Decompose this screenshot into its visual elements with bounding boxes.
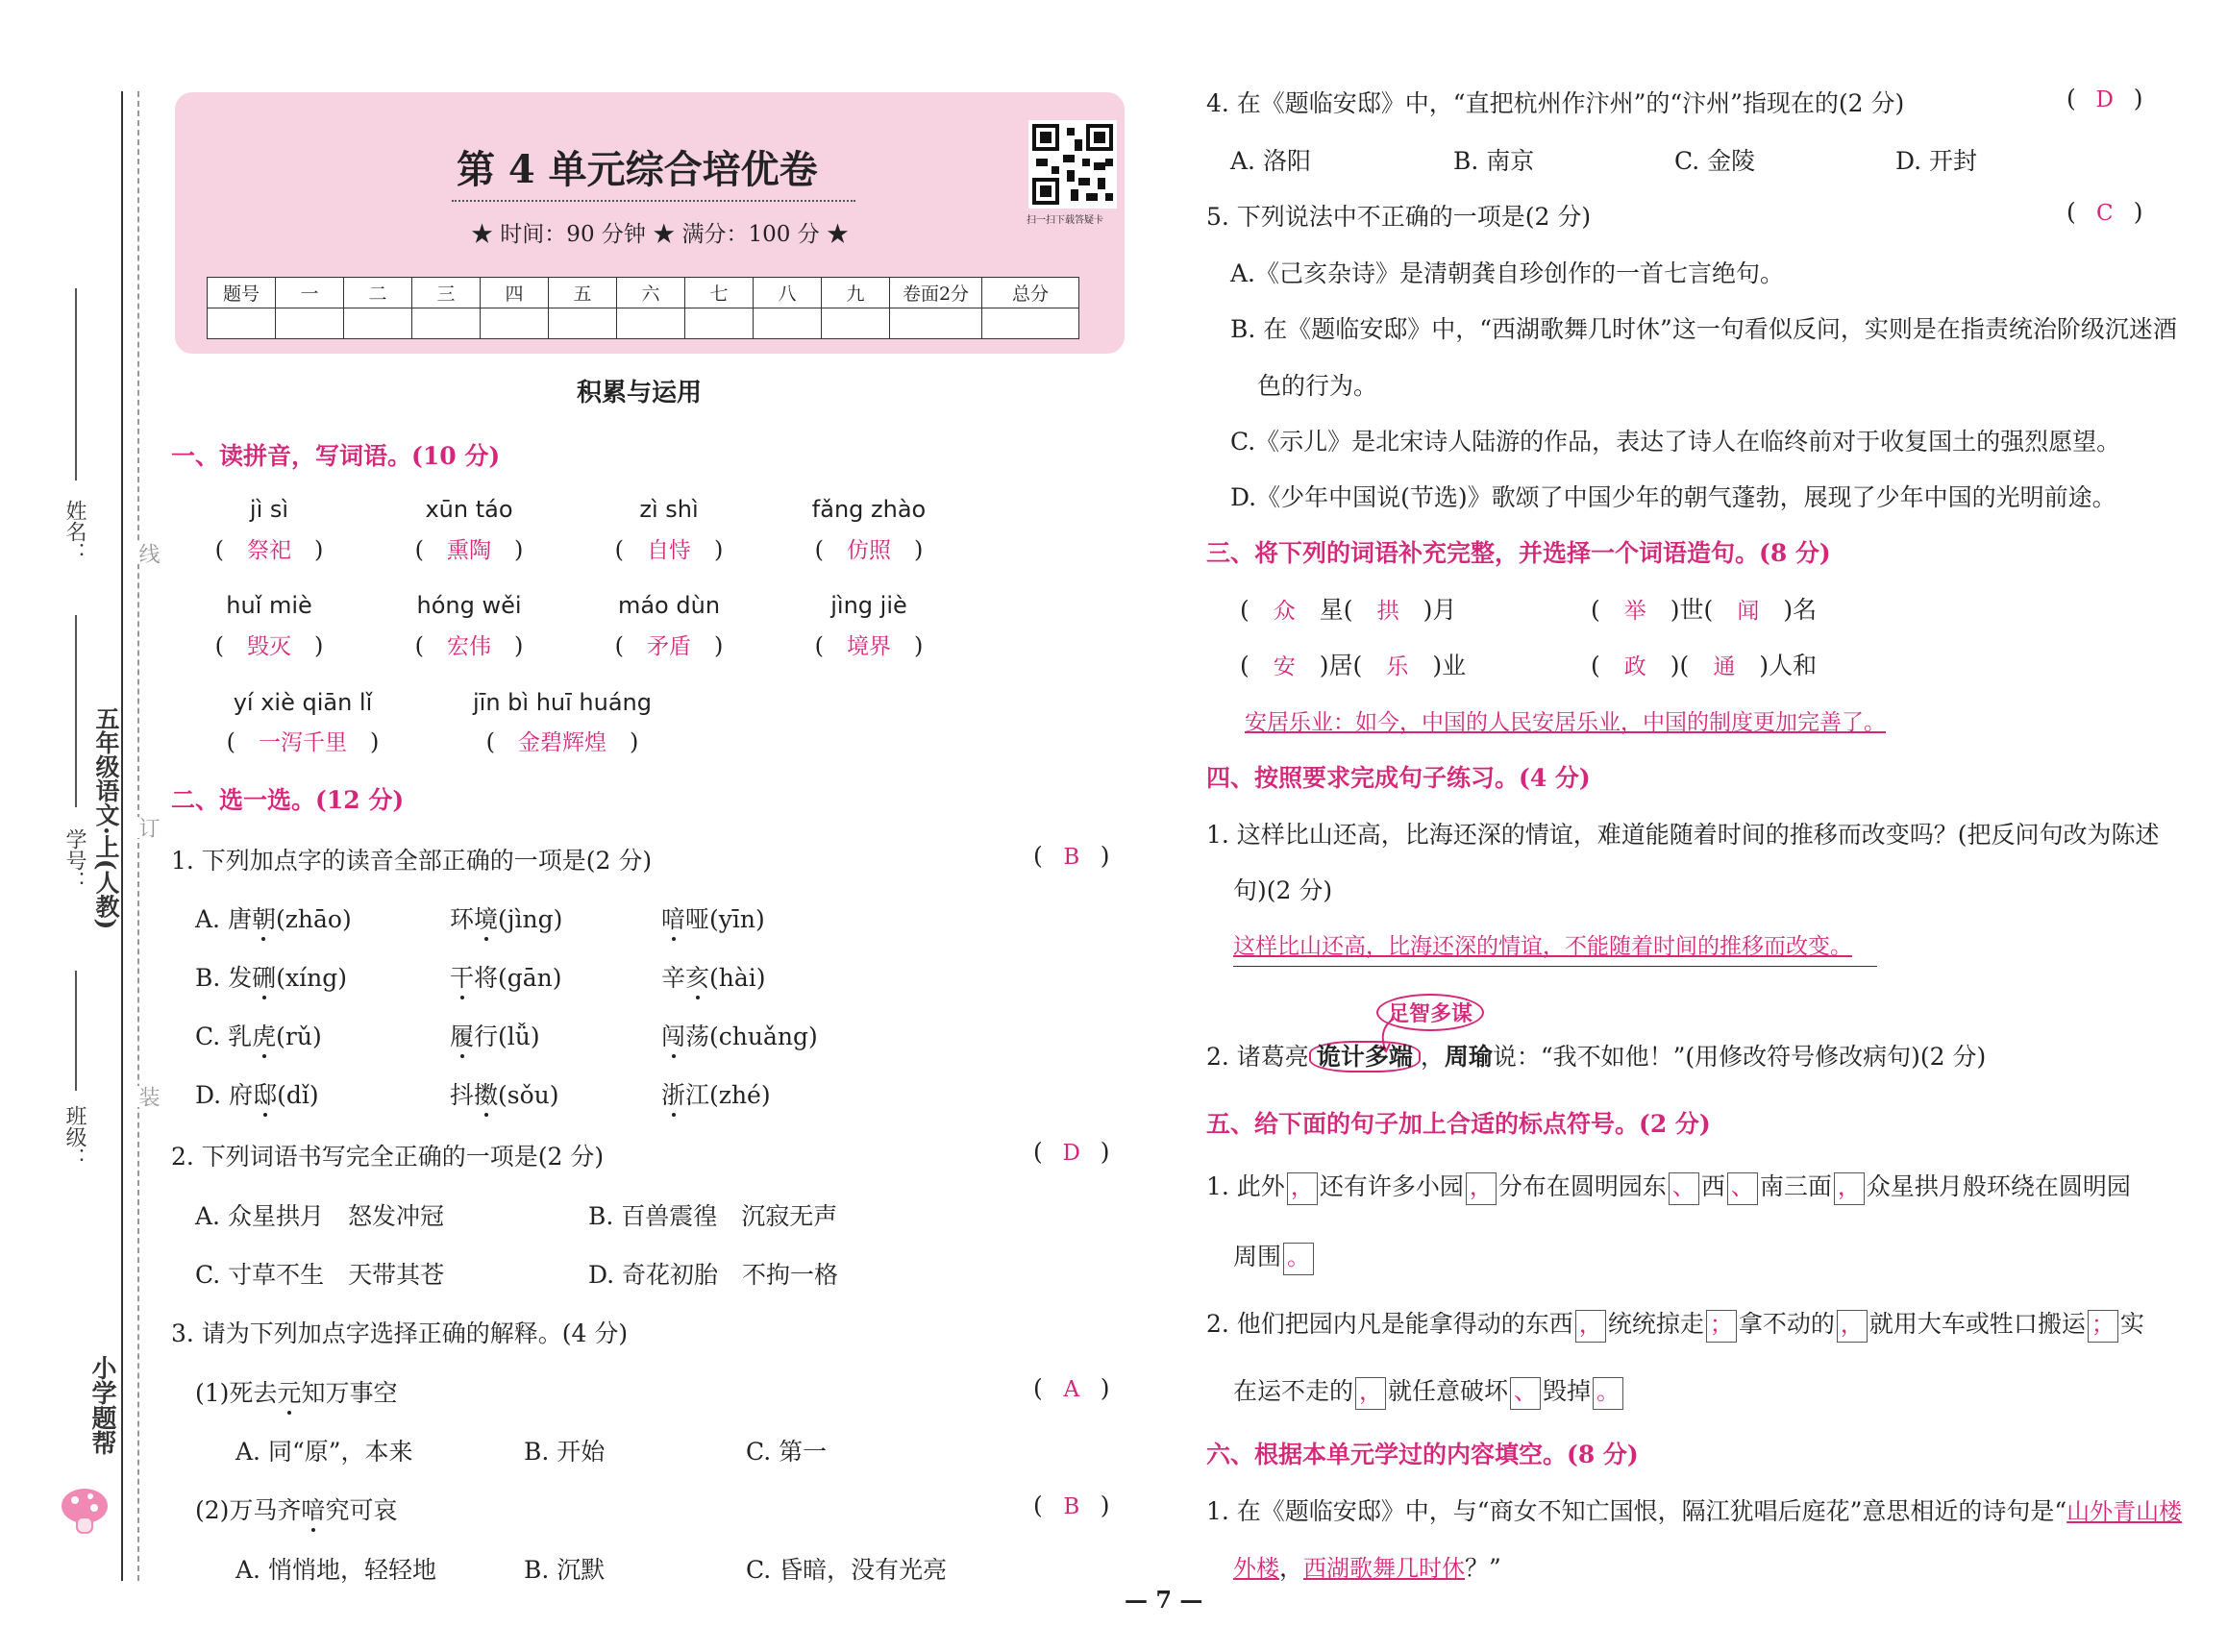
q2-1-stem: 1. 下列加点字的读音全部正确的一项是(2 分) — [171, 847, 653, 875]
punct-box[interactable]: ， — [1575, 1310, 1606, 1343]
pinyin: fǎng zhào — [811, 496, 927, 523]
option-text: 辛亥(hài) — [661, 959, 766, 994]
idiom-part: )世( — [1670, 596, 1714, 624]
pinyin: yí xiè qiān lǐ — [233, 689, 373, 716]
option-text: C. 金陵 — [1674, 147, 1756, 175]
text-part: 南三面 — [1759, 1172, 1832, 1200]
option-text: 闯荡(chuǎng) — [661, 1018, 818, 1052]
text-part: 分布在圆明园东 — [1497, 1172, 1667, 1200]
correction-word: 足智多谋 — [1376, 994, 1484, 1031]
answer-blank[interactable]: ( 祭祀 ) — [214, 536, 324, 563]
student-id-field-line[interactable] — [75, 615, 77, 807]
q4-1-stem-cont: 句)(2 分) — [1233, 876, 1333, 904]
answer-blank[interactable]: ( 自恃 ) — [614, 536, 724, 563]
idiom-part: )业 — [1432, 652, 1467, 679]
qr-caption: 扫一扫下载答疑卡 — [1027, 215, 1103, 226]
answer-blank[interactable]: ( 熏陶 ) — [414, 536, 524, 563]
answer-text: 一泻千里 — [259, 730, 347, 755]
idiom-part: 星( — [1319, 596, 1353, 624]
brand-logo: 小学题帮 — [87, 1355, 116, 1455]
idiom-part: )( — [1670, 652, 1690, 679]
answer-text: C — [2095, 201, 2114, 226]
option-text: D. 府邸(dǐ) — [195, 1076, 319, 1111]
answer-text: 境界 — [847, 634, 891, 659]
option-text: 环境(jìng) — [450, 900, 562, 935]
option-text: D. 开封 — [1895, 147, 1978, 175]
score-entry-cell[interactable] — [549, 308, 617, 339]
option-text: A. 唐朝(zhāo) — [195, 900, 352, 935]
q4-2-bold: 周瑜 — [1444, 1043, 1493, 1071]
answer-text: 金碧辉煌 — [518, 730, 606, 755]
grade-subject: 五年级语文·上(人教) — [92, 706, 120, 930]
punct-box[interactable]: ， — [1837, 1310, 1868, 1343]
score-header-cell: 六 — [617, 278, 685, 308]
answer-text: 安 — [1273, 654, 1296, 679]
q2-3-sub1-stem: (1)死去元知万事空 — [195, 1374, 397, 1409]
answer-text: 仿照 — [847, 538, 891, 563]
score-header-cell: 五 — [549, 278, 617, 308]
answer-paren[interactable]: ( D ) — [2066, 85, 2143, 112]
score-entry-cell[interactable] — [685, 308, 754, 339]
score-header-cell: 八 — [754, 278, 822, 308]
score-header-cell: 总分 — [982, 278, 1079, 308]
mushroom-icon — [60, 1485, 110, 1535]
answer-blank[interactable]: ( 金碧辉煌 ) — [485, 728, 639, 755]
answer-text: D — [1062, 1141, 1080, 1166]
fill-answer[interactable]: 山外青山楼 — [2066, 1498, 2183, 1525]
answer-paren[interactable]: ( B ) — [1033, 842, 1110, 870]
option-text: B. 沉默 — [524, 1556, 606, 1584]
punct-box[interactable]: ， — [1466, 1172, 1497, 1205]
q2-4-stem: 4. 在《题临安邸》中，“直把杭州作汴州”的“汴州”指现在的(2 分) — [1206, 89, 1905, 117]
answer-text: 通 — [1713, 654, 1736, 679]
score-entry-cell[interactable] — [344, 308, 412, 339]
answer-blank[interactable]: ( 仿照 ) — [814, 536, 924, 563]
answer-text: 众 — [1273, 599, 1296, 624]
answer-text: 宏伟 — [447, 634, 491, 659]
q4-2-stem — [1206, 1038, 1986, 1073]
text-part: 就任意破坏 — [1388, 1377, 1509, 1405]
score-header-cell: 卷面2分 — [890, 278, 982, 308]
score-table-entry-row — [208, 308, 1079, 339]
title-underline — [452, 200, 855, 202]
option-text: 干将(gān) — [450, 959, 562, 994]
text-part: 众星拱月般环绕在圆明园 — [1866, 1172, 2131, 1200]
q6-1-stem — [1206, 1492, 2182, 1527]
option-text: C. 乳虎(rǔ) — [195, 1018, 322, 1052]
pinyin: xūn táo — [425, 496, 513, 523]
option-text: C.《示儿》是北宋诗人陆游的作品，表达了诗人在临终前对于收复国土的强烈愿望。 — [1230, 428, 2121, 456]
answer-underline — [1233, 966, 1877, 967]
punct-box[interactable]: ； — [1706, 1310, 1737, 1343]
circled-word: 诡计多端 — [1309, 1041, 1421, 1073]
pinyin: jīn bì huī huáng — [473, 689, 652, 716]
answer-text: 毁灭 — [247, 634, 291, 659]
answer-text: 矛盾 — [647, 634, 691, 659]
page-number: — 7 — — [1125, 1586, 1203, 1614]
score-entry-cell[interactable] — [276, 308, 344, 339]
option-text: C. 第一 — [746, 1438, 828, 1466]
q4-1-answer[interactable]: 这样比山还高，比海还深的情谊，不能随着时间的推移而改变。 — [1233, 934, 1852, 959]
q2-3-sub2-stem: (2)万马齐喑究可哀 — [195, 1492, 397, 1526]
answer-text: 举 — [1623, 599, 1646, 624]
answer-text: 自恃 — [647, 538, 691, 563]
q5-2-sentence — [1206, 1305, 2144, 1343]
q4-2-comma: ， — [1420, 1043, 1445, 1071]
score-entry-cell[interactable] — [412, 308, 481, 339]
score-entry-cell[interactable] — [617, 308, 685, 339]
text-part: 还有许多小园 — [1319, 1172, 1464, 1200]
exam-info: ★ 时间：90 分钟 ★ 满分：100 分 ★ — [471, 222, 850, 247]
score-header-cell: 题号 — [208, 278, 276, 308]
text-part: 就用大车或牲口搬运 — [1868, 1310, 2086, 1338]
answer-text: B — [1063, 1494, 1080, 1519]
text-part: 实 — [2119, 1310, 2144, 1338]
option-text: C. 寸草不生 天带其苍 — [195, 1261, 445, 1289]
cut-mark-xian: 线 — [133, 543, 162, 564]
score-entry-cell[interactable] — [890, 308, 982, 339]
fill-answer[interactable]: 西湖歌舞几时休 — [1303, 1555, 1466, 1582]
page-title: 第 4 单元综合培优卷 — [457, 147, 818, 192]
q1-title: 一、读拼音，写词语。(10 分) — [171, 442, 501, 470]
answer-text: 政 — [1623, 654, 1646, 679]
sentence-answer[interactable]: 安居乐业：如今，中国的人民安居乐业，中国的制度更加完善了。 — [1245, 710, 1886, 735]
q4-1-stem: 1. 这样比山还高，比海还深的情谊，难道能随着时间的推移而改变吗？(把反问句改为陈述 — [1206, 821, 2160, 849]
answer-text: 熏陶 — [447, 538, 491, 563]
option-text: A. 众星拱月 怒发冲冠 — [195, 1202, 444, 1230]
q2-2-stem: 2. 下列词语书写完全正确的一项是(2 分) — [171, 1143, 605, 1171]
text-part: 2. 他们把园内凡是能拿得动的东西 — [1206, 1310, 1573, 1338]
fill-answer[interactable]: 外楼 — [1233, 1555, 1279, 1582]
option-text: C. 昏暗，没有光亮 — [746, 1556, 948, 1584]
q4-2-pre: 2. 诸葛亮 — [1206, 1043, 1309, 1071]
score-header-cell: 一 — [276, 278, 344, 308]
pinyin: hóng wěi — [416, 592, 522, 619]
q3-title: 三、将下列的词语补充完整，并选择一个词语造句。(8 分) — [1206, 539, 1831, 567]
punct-box[interactable]: ， — [1355, 1377, 1386, 1410]
text-part: 1. 此外 — [1206, 1172, 1285, 1200]
answer-paren[interactable]: ( C ) — [2066, 198, 2143, 226]
score-header-cell: 九 — [822, 278, 890, 308]
idiom-fill[interactable]: ( 举 )世( 闻 )名 — [1591, 596, 1818, 624]
option-text: B. 发硎(xíng) — [195, 959, 347, 994]
score-header-cell: 二 — [344, 278, 412, 308]
q2-title: 二、选一选。(12 分) — [171, 786, 405, 814]
section-heading: 积累与运用 — [577, 379, 703, 407]
idiom-fill[interactable]: ( 政 )( 通 )人和 — [1591, 652, 1818, 679]
punct-box[interactable]: 。 — [1283, 1243, 1314, 1275]
q6-1-stem-cont — [1233, 1549, 1501, 1584]
punct-box[interactable]: 、 — [1727, 1172, 1758, 1205]
pinyin: huǐ miè — [226, 592, 312, 619]
option-text: A. 洛阳 — [1230, 147, 1311, 175]
name-field-line[interactable] — [75, 288, 77, 481]
pinyin: zì shì — [639, 496, 699, 523]
q5-title: 五、给下面的句子加上合适的标点符号。(2 分) — [1206, 1110, 1711, 1138]
option-text: 喑哑(yīn) — [661, 900, 765, 935]
option-text: D. 奇花初胎 不拘一格 — [588, 1261, 839, 1289]
punct-box[interactable]: ； — [2088, 1310, 2118, 1343]
answer-text: D — [2095, 87, 2114, 112]
q4-2-post: 说：“我不如他！”(用修改符号修改病句)(2 分) — [1492, 1043, 1987, 1071]
punct-box[interactable]: 、 — [1669, 1172, 1699, 1205]
option-text: B. 百兽震徨 沉寂无声 — [588, 1202, 838, 1230]
score-table-header-row — [208, 278, 1079, 308]
idiom-part: )名 — [1783, 596, 1818, 624]
answer-text: 拱 — [1376, 599, 1399, 624]
option-text: 浙江(zhé) — [661, 1076, 771, 1111]
option-text: B. 开始 — [524, 1438, 606, 1466]
q2-3-stem: 3. 请为下列加点字选择正确的解释。(4 分) — [171, 1319, 629, 1347]
text-part: 拿不动的 — [1738, 1310, 1835, 1338]
answer-blank[interactable]: ( 宏伟 ) — [414, 632, 524, 659]
option-text: A. 悄悄地，轻轻地 — [235, 1556, 436, 1584]
answer-blank[interactable]: ( 境界 ) — [814, 632, 924, 659]
score-header-cell: 七 — [685, 278, 754, 308]
score-entry-cell[interactable] — [481, 308, 549, 339]
student-id-label: 学号： — [62, 828, 87, 892]
q5-1-sentence — [1206, 1168, 2131, 1205]
idiom-part: )居( — [1319, 652, 1363, 679]
answer-blank[interactable]: ( 矛盾 ) — [614, 632, 724, 659]
answer-text: 祭祀 — [247, 538, 291, 563]
q5-1-sentence-cont — [1233, 1238, 1316, 1275]
punct-box[interactable]: 。 — [1593, 1377, 1623, 1410]
answer-text: 乐 — [1386, 654, 1409, 679]
option-text: 色的行为。 — [1257, 372, 1378, 400]
pinyin: jìng jiè — [830, 592, 907, 619]
option-text: 抖擞(sǒu) — [450, 1076, 559, 1111]
score-header-cell: 三 — [412, 278, 481, 308]
q6-1-mid: ， — [1279, 1554, 1304, 1582]
punct-box[interactable]: ， — [1287, 1172, 1318, 1205]
answer-paren[interactable]: ( A ) — [1033, 1374, 1110, 1402]
option-text: A.《己亥杂诗》是清朝龚自珍创作的一首七言绝句。 — [1230, 259, 1785, 287]
option-text: A. 同“原”，本来 — [235, 1438, 413, 1466]
q2-5-stem: 5. 下列说法中不正确的一项是(2 分) — [1206, 203, 1592, 231]
name-label: 姓名： — [62, 500, 87, 563]
answer-text: B — [1063, 845, 1080, 870]
cut-mark-ding: 订 — [133, 817, 162, 838]
answer-blank[interactable]: ( 一泻千里 ) — [226, 728, 380, 755]
q6-title: 六、根据本单元学过的内容填空。(8 分) — [1206, 1441, 1639, 1468]
text-part: 统统掠走 — [1607, 1310, 1704, 1338]
answer-text: 闻 — [1737, 599, 1760, 624]
q4-title: 四、按照要求完成句子练习。(4 分) — [1206, 764, 1591, 792]
answer-blank[interactable]: ( 毁灭 ) — [214, 632, 324, 659]
score-entry-cell[interactable] — [754, 308, 822, 339]
text-part: 毁掉 — [1543, 1377, 1592, 1405]
qr-code-icon[interactable] — [1028, 120, 1117, 209]
q6-1-end: ？” — [1465, 1554, 1501, 1582]
option-text: B. 南京 — [1453, 147, 1535, 175]
option-text: B. 在《题临安邸》中，“西湖歌舞几时休”这一句看似反问，实则是在指责统治阶级沉迷酒 — [1230, 315, 2177, 343]
idiom-fill[interactable]: ( 众 星( 拱 )月 — [1240, 596, 1457, 624]
text-part: 西 — [1700, 1172, 1725, 1200]
text-part: 周围 — [1233, 1243, 1282, 1270]
pinyin: jì sì — [249, 496, 289, 523]
pinyin: máo dùn — [617, 592, 721, 619]
option-text: D.《少年中国说(节选)》歌颂了中国少年的朝气蓬勃，展现了少年中国的光明前途。 — [1230, 483, 2116, 511]
text-part: 在运不走的 — [1233, 1377, 1354, 1405]
score-entry-cell[interactable] — [208, 308, 276, 339]
q6-1-pre: 1. 在《题临安邸》中，与“商女不知亡国恨，隔江犹唱后庭花”意思相近的诗句是“ — [1206, 1497, 2067, 1525]
punct-box[interactable]: 、 — [1510, 1377, 1541, 1410]
score-header-cell: 四 — [481, 278, 549, 308]
answer-text: A — [1063, 1377, 1080, 1402]
answer-paren[interactable]: ( B ) — [1033, 1492, 1110, 1519]
idiom-fill[interactable]: ( 安 )居( 乐 )业 — [1240, 652, 1467, 679]
idiom-part: )月 — [1423, 596, 1457, 624]
cut-mark-zhuang: 装 — [133, 1086, 162, 1107]
option-text: 履行(lǚ) — [450, 1018, 540, 1052]
score-entry-cell[interactable] — [982, 308, 1079, 339]
idiom-part: )人和 — [1759, 652, 1818, 679]
score-entry-cell[interactable] — [822, 308, 890, 339]
score-table — [207, 277, 1079, 339]
answer-paren[interactable]: ( D ) — [1033, 1138, 1110, 1166]
q5-2-sentence-cont — [1233, 1372, 1625, 1410]
punct-box[interactable]: ， — [1834, 1172, 1865, 1205]
class-field-line[interactable] — [75, 971, 77, 1091]
class-label: 班级： — [62, 1105, 87, 1169]
